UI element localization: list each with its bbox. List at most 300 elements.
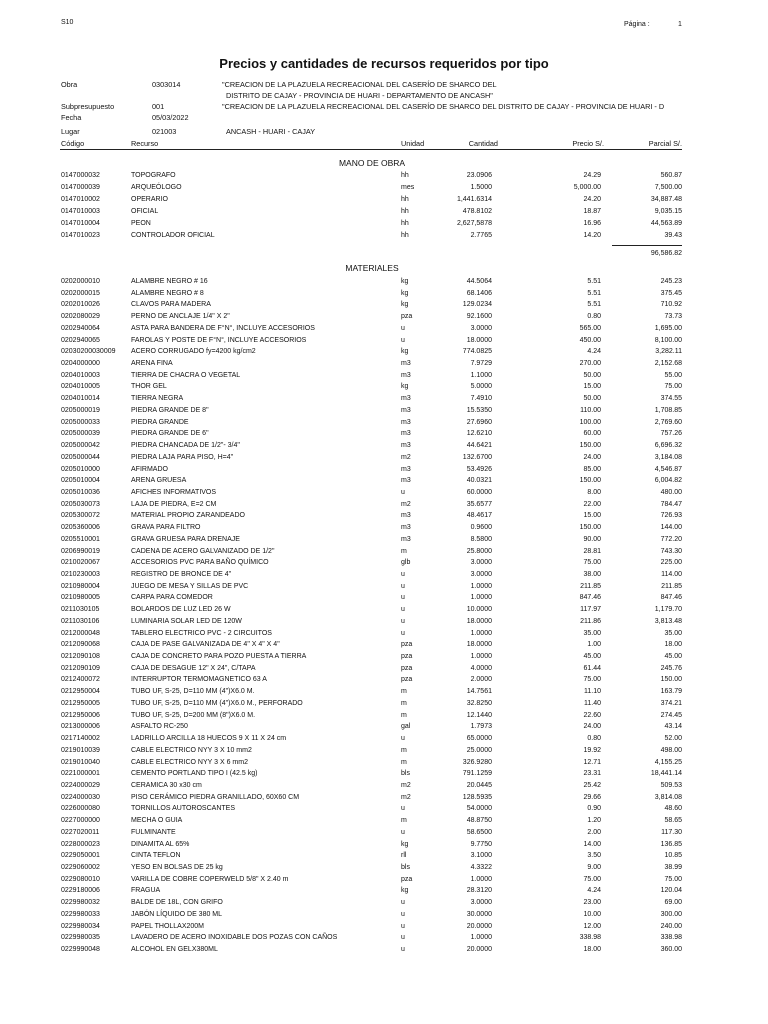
resource-quantity: 3.0000 [470,324,492,332]
obra-desc-line2: DISTRITO DE CAJAY - PROVINCIA DE HUARI - DEPARTAMENTO DE ANCASH" [226,91,493,100]
resource-quantity: 18.0000 [466,336,492,344]
resource-quantity: 791.1259 [462,770,492,778]
resource-parcial: 52.00 [664,735,682,743]
resource-parcial: 338.98 [660,934,682,942]
table-row [0,665,768,677]
resource-name: TIERRA NEGRA [131,395,184,403]
resource-unit: pza [401,875,413,883]
table-row [0,395,768,407]
resource-quantity: 5.0000 [470,383,492,391]
resource-parcial: 784.47 [660,500,682,508]
subpresupuesto-desc: "CREACION DE LA PLAZUELA RECREACIONAL DEL CASERÍO DE SHARCO DEL DISTRITO DE CAJAY - PROVINCIA DE HUARI - D [222,102,665,111]
resource-quantity: 60.0000 [466,488,492,496]
resource-quantity: 1.0000 [470,934,492,942]
resource-price: 11.10 [584,688,601,696]
resource-unit: hh [401,172,409,179]
resource-quantity: 14.7561 [466,688,492,696]
resource-code: 0227020011 [61,828,100,836]
table-row [0,723,768,735]
resource-price: 15.00 [583,383,601,391]
table-row [0,735,768,747]
resource-name: AFICHES INFORMATIVOS [131,488,217,496]
resource-name: THOR GEL [131,383,167,391]
resource-name: BALDE DE 18L, CON GRIFO [131,899,223,907]
resource-code: 0212000048 [61,629,100,637]
resource-quantity: 12.6210 [466,430,492,438]
table-row [0,887,768,899]
resource-name: ACCESORIOS PVC PARA BAÑO QUÍMICO [131,559,269,567]
table-row [0,442,768,454]
resource-parcial: 43.14 [664,723,682,731]
resource-price: 3.50 [587,852,601,860]
resource-name: ASFALTO RC-250 [131,723,188,731]
resource-name: CABLE ELECTRICO NYY 3 X 6 mm2 [131,758,248,766]
resource-code: 0147010004 [61,220,100,227]
resource-quantity: 7.4910 [470,395,492,403]
table-row [0,313,768,325]
resource-parcial: 6,696.32 [654,442,682,450]
resource-name: PIEDRA GRANDE DE 8" [131,406,209,414]
col-header-code: Código [61,139,85,148]
resource-quantity: 7.9729 [470,360,492,368]
table-row [0,911,768,923]
resource-price: 12.00 [583,922,601,930]
resource-unit: pza [401,653,413,661]
resource-parcial: 55.00 [664,371,682,379]
resource-name: PIEDRA GRANDE [131,418,189,426]
table-row [0,454,768,466]
col-header-unit: Unidad [401,139,425,148]
resource-price: 75.00 [583,875,601,883]
resource-parcial: 9,035.15 [654,208,682,215]
resource-parcial: 163.79 [660,688,682,696]
table-row [0,466,768,478]
resource-price: 10.00 [583,910,601,918]
resource-price: 4.24 [587,348,601,356]
resource-unit: m2 [401,781,411,789]
resource-name: FAROLAS Y POSTE DE F°N°, INCLUYE ACCESORIOS [131,336,307,344]
resource-code: 0219010040 [61,758,100,766]
resource-code: 0147000039 [61,184,100,191]
resource-name: PAPEL THOLLAX200M [131,922,205,930]
resource-parcial: 150.00 [660,676,682,684]
resource-quantity: 1.0000 [470,653,492,661]
resource-name: FRAGUA [131,887,161,895]
resource-price: 25.42 [583,781,601,789]
resource-parcial: 375.45 [660,289,682,297]
resource-code: 0229980032 [61,899,100,907]
resource-parcial: 847.46 [660,594,682,602]
resource-unit: m [401,817,407,825]
resource-unit: pza [401,313,413,321]
resource-unit: mes [401,184,415,191]
resource-price: 450.00 [579,336,601,344]
resource-quantity: 129.0234 [462,301,492,309]
resource-parcial: 144.00 [660,524,682,532]
table-row [0,196,768,208]
resource-unit: m [401,699,407,707]
table-row [0,700,768,712]
resource-parcial: 710.92 [660,301,682,309]
resource-price: 5.51 [587,301,601,309]
table-row [0,571,768,583]
resource-quantity: 15.5350 [466,406,492,414]
resource-quantity: 32.8250 [466,699,492,707]
resource-name: CONTROLADOR OFICIAL [131,232,215,239]
resource-name: INTERRUPTOR TERMOMAGNETICO 63 A [131,676,267,684]
resource-quantity: 25.0000 [466,746,492,754]
resource-quantity: 9.7750 [470,840,492,848]
resource-code: 0204010014 [61,395,100,403]
resource-price: 35.00 [583,629,601,637]
resource-name: CLAVOS PARA MADERA [131,301,211,309]
resource-name: TUBO UF, S-25, D=200 MM (8")X6.0 M. [131,711,256,719]
resource-parcial: 726.93 [660,512,682,520]
resource-code: 0228000023 [61,840,100,848]
table-row [0,594,768,606]
resource-code: 0205000019 [61,406,100,414]
col-header-parcial: Parcial S/. [648,139,682,148]
resource-unit: kg [401,348,409,356]
obra-desc-line1: "CREACION DE LA PLAZUELA RECREACIONAL DEL CASERÍO DE SHARCO DEL [222,80,497,89]
resource-price: 15.00 [583,512,601,520]
resource-quantity: 18.0000 [466,641,492,649]
resource-code: 0147000032 [61,172,100,179]
resource-price: 24.00 [583,453,601,461]
resource-code: 0205030073 [61,500,100,508]
subpresupuesto-label: Subpresupuesto [61,102,115,111]
resource-name: TORNILLOS AUTOROSCANTES [131,805,235,813]
resource-code: 0226000080 [61,805,100,813]
resource-code: 0229050001 [61,852,100,860]
resource-quantity: 1,441.6314 [456,196,492,203]
resource-price: 150.00 [579,442,601,450]
resource-quantity: 1.0000 [470,629,492,637]
resource-quantity: 2,627,5878 [456,220,492,227]
resource-name: GRAVA GRUESA PARA DRENAJE [131,535,240,543]
table-row [0,477,768,489]
table-row [0,688,768,700]
resource-unit: pza [401,676,413,684]
resource-price: 61.44 [583,664,601,672]
table-row [0,805,768,817]
resource-code: 0212090109 [61,664,100,672]
resource-parcial: 3,282.11 [655,348,682,356]
resource-name: MECHA O GUIA [131,817,183,825]
resource-code: 0205010036 [61,488,100,496]
obra-code: 0303014 [152,80,181,89]
resource-price: 5.51 [587,289,601,297]
resource-quantity: 44.5064 [466,278,492,285]
resource-quantity: 23.0906 [466,172,492,179]
table-row [0,934,768,946]
resource-unit: pza [401,664,413,672]
resource-quantity: 20.0445 [466,781,492,789]
lugar-value: ANCASH - HUARI - CAJAY [226,127,316,136]
resource-parcial: 45.00 [664,653,682,661]
resource-code: 0210980005 [61,594,100,602]
resource-quantity: 3.1000 [470,852,492,860]
resource-name: AFIRMADO [131,465,168,473]
resource-quantity: 8.5800 [470,535,492,543]
table-row [0,301,768,313]
resource-code: 0205000033 [61,418,100,426]
resource-code: 0219010039 [61,746,100,754]
table-row [0,770,768,782]
resource-unit: kg [401,289,409,297]
resource-code: 0147010003 [61,208,100,215]
resource-parcial: 18,441.14 [650,770,682,778]
resource-parcial: 3,813.48 [654,617,682,625]
resource-quantity: 58.6500 [466,828,492,836]
resource-code: 0227000000 [61,817,100,825]
resource-parcial: 1,695.00 [654,324,682,332]
resource-unit: m2 [401,500,411,508]
resource-code: 0147010002 [61,196,100,203]
resource-unit: m3 [401,418,411,426]
resource-price: 0.80 [587,313,601,321]
resource-name: VARILLA DE COBRE COPERWELD 5/8" X 2.40 m [131,875,289,883]
resource-quantity: 1.0000 [470,594,492,602]
lugar-code: 021003 [152,127,177,136]
resource-code: 02030200030009 [61,348,116,356]
resource-parcial: 480.00 [660,488,682,496]
resource-unit: u [401,910,405,918]
resource-code: 0205000039 [61,430,100,438]
resource-code: 0205010004 [61,477,100,485]
resource-code: 0202940065 [61,336,100,344]
resource-unit: u [401,324,405,332]
resource-price: 0.80 [587,735,601,743]
resource-unit: m3 [401,465,411,473]
resource-price: 14.00 [583,840,601,848]
resource-parcial: 498.00 [660,746,682,754]
resource-name: LADRILLO ARCILLA 18 HUECOS 9 X 11 X 24 cm [131,735,287,743]
col-header-price: Precio S/. [572,139,604,148]
resource-unit: kg [401,278,409,285]
resource-code: 0210020067 [61,559,100,567]
resource-quantity: 18.0000 [466,617,492,625]
table-row [0,337,768,349]
resource-quantity: 48.4617 [466,512,492,520]
table-row [0,360,768,372]
resource-quantity: 1.1000 [470,371,492,379]
resource-quantity: 774.0825 [462,348,492,356]
resource-price: 110.00 [580,406,601,414]
resource-parcial: 8,100.00 [654,336,682,344]
resource-unit: m2 [401,453,411,461]
resource-quantity: 10.0000 [466,606,492,614]
resource-code: 0212090108 [61,653,100,661]
col-header-qty: Cantidad [468,139,498,148]
resource-quantity: 27.6960 [466,418,492,426]
table-row [0,852,768,864]
resource-code: 0212400072 [61,676,100,684]
resource-quantity: 4.3322 [470,864,492,871]
resource-name: ACERO CORRUGADO fy=4200 kg/cm2 [131,348,256,356]
resource-parcial: 274.45 [660,711,682,719]
resource-code: 0212090068 [61,641,100,649]
resource-code: 0229180006 [61,887,100,895]
table-row [0,232,768,244]
resource-price: 90.00 [583,535,601,543]
table-row [0,512,768,524]
resource-price: 1.20 [587,817,601,825]
resource-name: GRAVA PARA FILTRO [131,524,201,532]
resource-price: 16.96 [583,220,601,227]
resource-parcial: 120.04 [660,887,682,895]
resource-unit: kg [401,383,409,391]
lugar-label: Lugar [61,127,80,136]
resource-quantity: 3.0000 [470,899,492,907]
resource-name: TIERRA DE CHACRA O VEGETAL [131,371,241,379]
resource-name: TOPOGRAFO [131,172,176,179]
table-row [0,923,768,935]
resource-name: PIEDRA LAJA PARA PISO, H=4" [131,453,234,461]
resource-name: LUMINARIA SOLAR LED DE 120W [131,617,242,625]
resource-name: PIEDRA CHANCADA DE 1/2"- 3/4" [131,442,240,450]
resource-price: 22.60 [583,711,601,719]
table-row [0,184,768,196]
resource-code: 0210230003 [61,571,100,578]
resource-quantity: 0.9600 [470,524,492,532]
resource-name: LAVADERO DE ACERO INOXIDABLE DOS POZAS CON CAÑOS [131,934,338,942]
table-row [0,606,768,618]
resource-price: 270.00 [579,360,601,368]
resource-name: ARQUEÓLOGO [131,184,182,191]
resource-price: 50.00 [583,395,601,403]
resource-unit: u [401,934,405,942]
resource-code: 0202010026 [61,301,100,309]
resource-unit: u [401,828,405,836]
resource-quantity: 1.5000 [470,184,492,191]
resource-quantity: 326.9280 [462,758,492,766]
resource-name: CINTA TEFLON [131,852,181,860]
resource-price: 28.81 [583,547,601,555]
resource-unit: u [401,488,405,496]
fecha-label: Fecha [61,113,82,122]
resource-unit: u [401,805,405,813]
resource-code: 0224000030 [61,793,100,801]
col-header-resource: Recurso [131,139,159,148]
table-row [0,325,768,337]
resource-quantity: 92.1600 [466,313,492,321]
section-title-materiales: MATERIALES [345,263,399,273]
resource-parcial: 3,184.08 [654,453,682,461]
resource-parcial: 69.00 [664,899,682,907]
mano-de-obra-total-rule [612,245,682,246]
resource-parcial: 3,814.08 [654,793,682,801]
resource-quantity: 53.4926 [466,465,492,473]
resource-quantity: 28.3120 [466,887,492,895]
resource-name: ALAMBRE NEGRO # 16 [131,278,208,285]
resource-unit: u [401,735,405,743]
resource-quantity: 132.6700 [462,453,492,461]
page-number: 1 [678,21,682,28]
resource-name: REGISTRO DE BRONCE DE 4" [131,571,232,578]
resource-price: 24.20 [583,196,601,203]
resource-quantity: 1.7973 [470,723,492,731]
system-label: S10 [61,19,74,26]
table-row [0,829,768,841]
resource-quantity: 128.5935 [462,793,492,801]
resource-code: 0205000044 [61,453,100,461]
resource-unit: hh [401,196,409,203]
table-row [0,348,768,360]
resource-code: 0147010023 [61,232,100,239]
resource-unit: gal [401,723,411,731]
resource-name: JUEGO DE MESA Y SILLAS DE PVC [131,582,249,590]
resource-unit: kg [401,301,409,309]
table-row [0,290,768,302]
resource-unit: hh [401,220,409,227]
resource-name: CAJA DE DESAGUE 12" X 24", C/TAPA [131,664,256,672]
resource-parcial: 772.20 [660,535,682,543]
resource-code: 0206990019 [61,547,100,555]
resource-parcial: 38.99 [664,864,682,871]
table-row [0,676,768,688]
resource-quantity: 44.6421 [466,442,492,450]
resource-code: 0205510001 [61,535,100,543]
resource-quantity: 68.1406 [466,289,492,297]
resource-unit: u [401,922,405,930]
resource-quantity: 20.0000 [466,946,492,954]
report-title: Precios y cantidades de recursos requeridos por tipo [219,56,549,71]
resource-price: 75.00 [583,559,601,567]
table-row [0,641,768,653]
resource-unit: m3 [401,395,411,403]
resource-unit: u [401,594,405,602]
table-row [0,220,768,232]
resource-quantity: 2.0000 [470,676,492,684]
resource-parcial: 7,500.00 [654,184,682,191]
resource-parcial: 34,887.48 [650,196,682,203]
resource-name: PIEDRA GRANDE DE 6" [131,430,209,438]
resource-unit: m [401,688,407,696]
resource-price: 8.00 [587,488,601,496]
resource-code: 0202000015 [61,289,100,297]
table-row [0,172,768,184]
resource-code: 0205010000 [61,465,100,473]
resource-parcial: 44,563.89 [650,220,682,227]
table-row [0,712,768,724]
resource-quantity: 48.8750 [466,817,492,825]
resource-price: 50.00 [583,371,601,379]
header-rule [60,149,682,150]
table-row [0,489,768,501]
table-row [0,501,768,513]
resource-name: ALCOHOL EN GELX380ML [131,946,218,954]
resource-unit: m3 [401,524,411,532]
resource-code: 0217140002 [61,735,100,743]
resource-code: 0229980034 [61,922,100,930]
resource-unit: bls [401,864,410,871]
resource-unit: m [401,547,407,555]
resource-parcial: 509.53 [660,781,682,789]
resource-unit: hh [401,208,409,215]
resource-quantity: 25.8000 [466,547,492,555]
table-row [0,559,768,571]
resource-price: 12.71 [583,758,601,766]
resource-price: 338.98 [579,934,601,942]
resource-name: CAJA DE CONCRETO PARA POZO PUESTA A TIERRA [131,653,307,661]
table-row [0,524,768,536]
resource-name: PERNO DE ANCLAJE 1/4" X 2" [131,313,230,321]
resource-price: 38.00 [583,571,601,578]
resource-unit: u [401,629,405,637]
resource-parcial: 2,152.68 [654,360,682,368]
resource-name: ALAMBRE NEGRO # 8 [131,289,204,297]
